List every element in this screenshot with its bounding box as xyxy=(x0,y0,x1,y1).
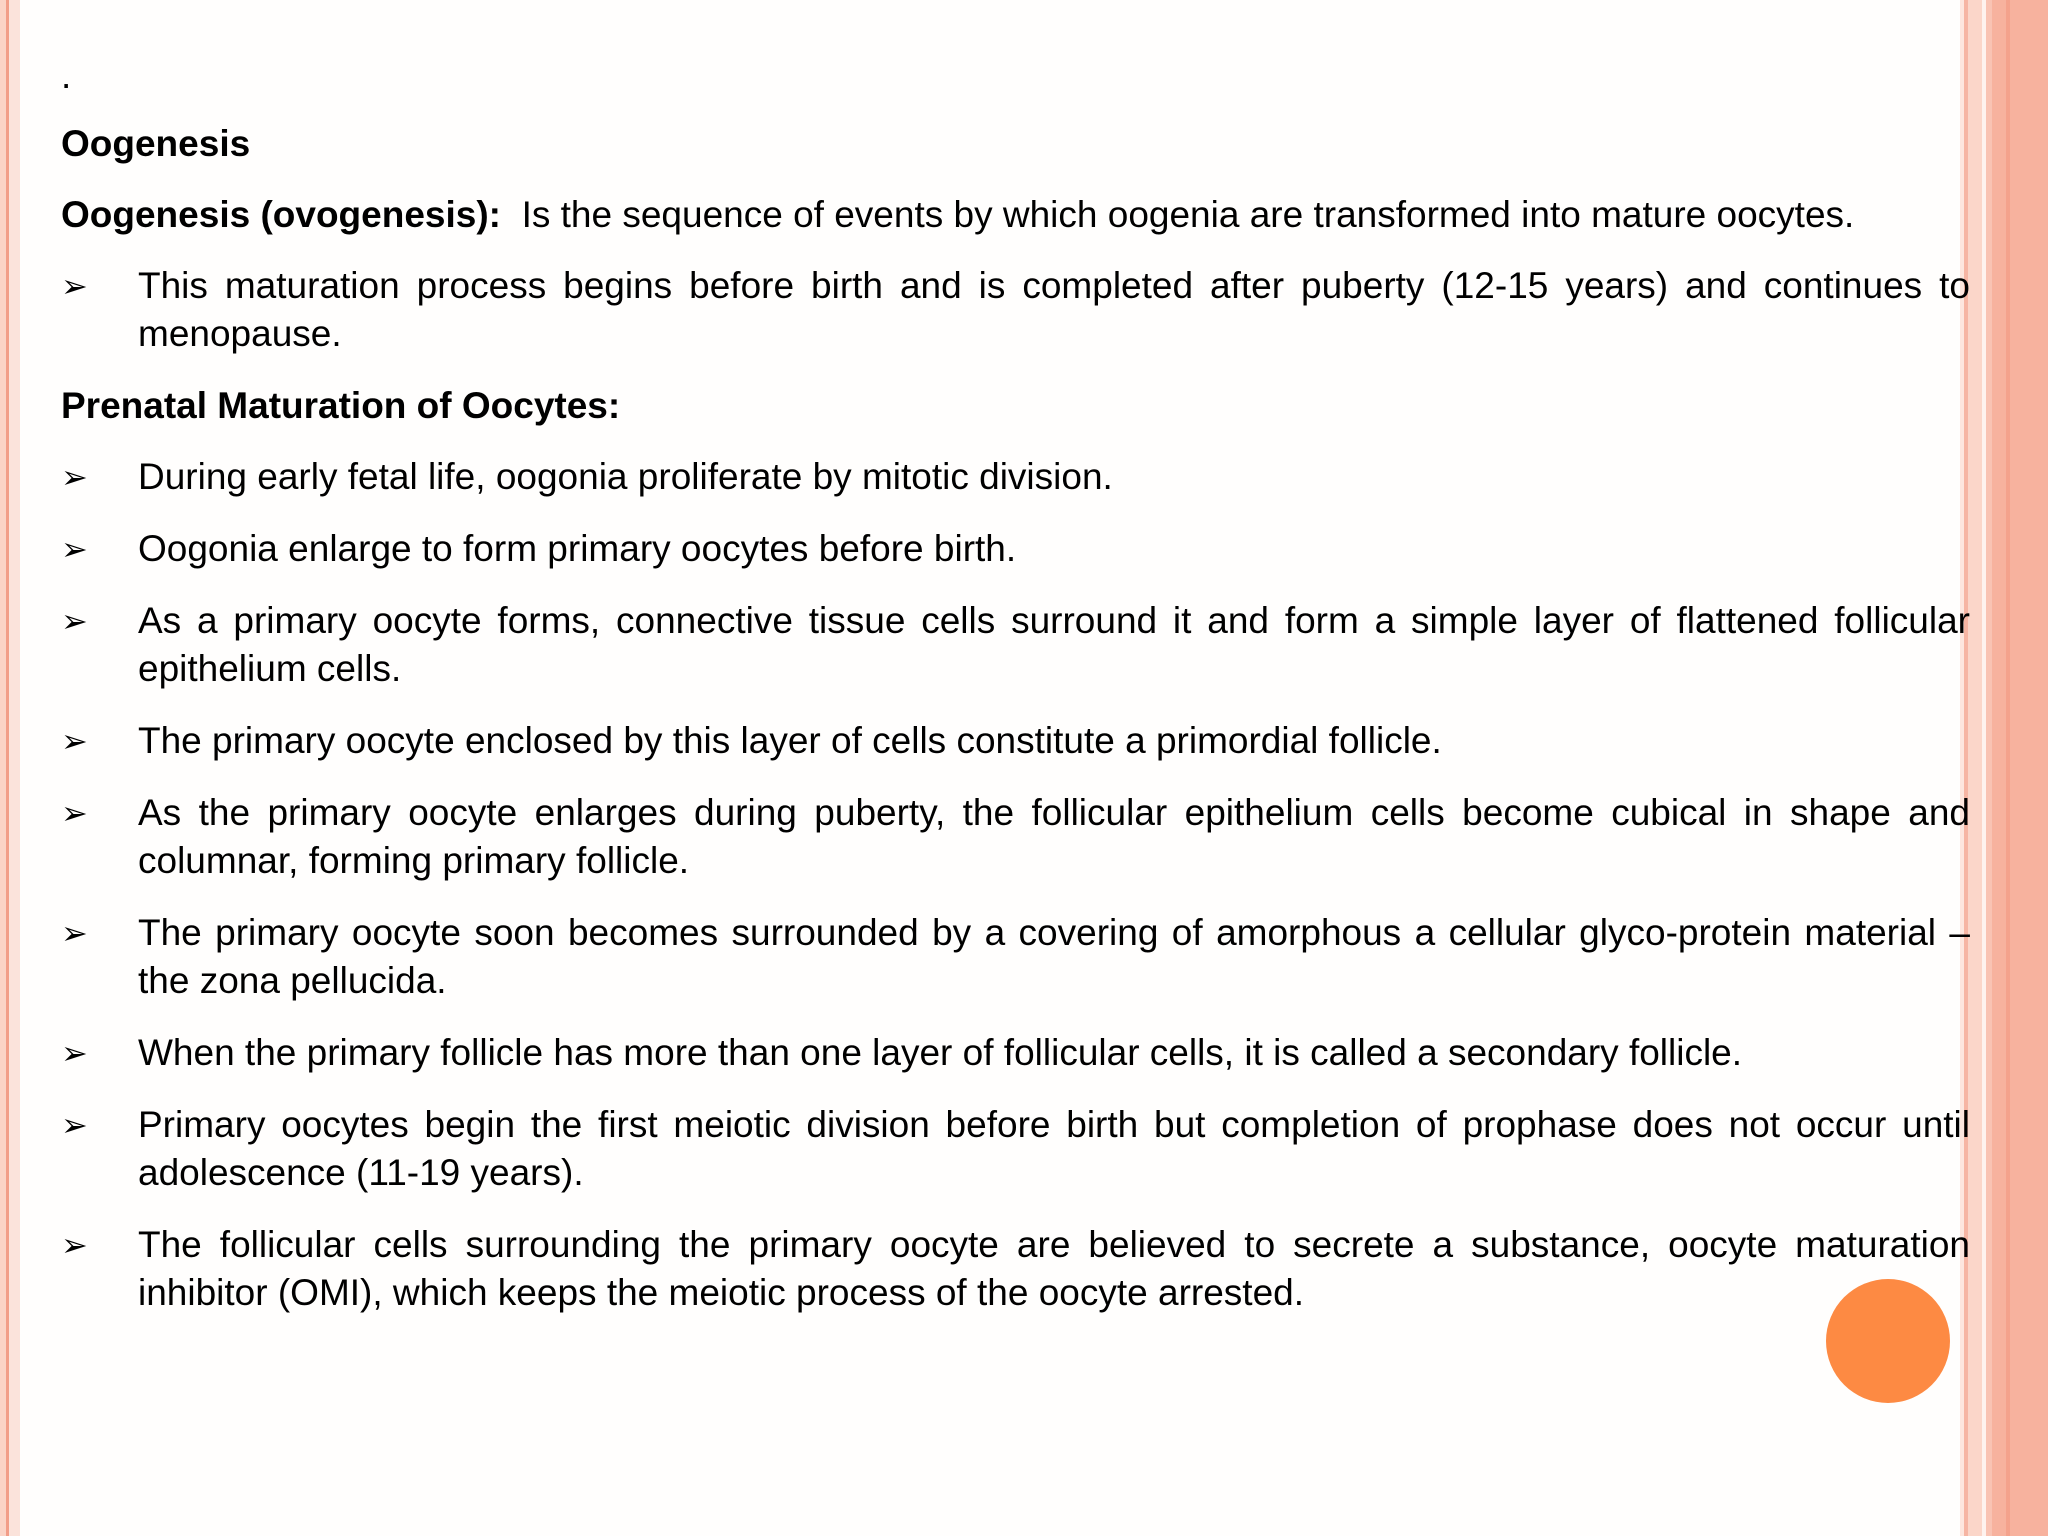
list-item xyxy=(61,1221,1970,1317)
arrow-bullet-icon: ➢ xyxy=(61,914,88,952)
arrow-bullet-icon: ➢ xyxy=(61,1034,88,1072)
bullet-text: During early fetal life, oogonia proliferate by mitotic division. xyxy=(138,456,1113,497)
bullet-text: When the primary follicle has more than one layer of follicular cells, it is called a secondary follicle. xyxy=(138,1032,1743,1073)
definition-term: Oogenesis (ovogenesis): xyxy=(61,194,501,235)
arrow-bullet-icon: ➢ xyxy=(61,267,88,305)
right-decorative-border xyxy=(1960,0,2048,1536)
arrow-bullet-icon: ➢ xyxy=(61,1226,88,1264)
bullet-text: As a primary oocyte forms, connective tissue cells surround it and form a simple layer of flattened follicular epithelium cells. xyxy=(138,600,1970,689)
list-item xyxy=(61,909,1970,1005)
stray-dot: . xyxy=(61,55,72,96)
definition-paragraph xyxy=(61,191,1970,239)
bullet-text: The primary oocyte soon becomes surrounded by a covering of amorphous a cellular glyco-protein material – the zona pellucida. xyxy=(138,912,1970,1001)
accent-circle-decoration xyxy=(1826,1279,1950,1403)
bullet-text: This maturation process begins before birth and is completed after puberty (12-15 years) and continues to menopause. xyxy=(138,265,1970,354)
arrow-bullet-icon: ➢ xyxy=(61,1106,88,1144)
list-item xyxy=(61,1029,1970,1077)
bullet-text: The follicular cells surrounding the primary oocyte are believed to secrete a substance, oocyte maturation inhibitor (OMI), which keeps the meiotic process of the oocyte arrested. xyxy=(138,1224,1970,1313)
list-item xyxy=(61,789,1970,885)
arrow-bullet-icon: ➢ xyxy=(61,722,88,760)
left-decorative-border xyxy=(0,0,20,1536)
arrow-bullet-icon: ➢ xyxy=(61,794,88,832)
bullet-text: Oogonia enlarge to form primary oocytes before birth. xyxy=(138,528,1017,569)
bullet-text: As the primary oocyte enlarges during puberty, the follicular epithelium cells become cubical in shape and columnar, forming primary follicle. xyxy=(138,792,1970,881)
slide-title: Oogenesis xyxy=(61,123,251,164)
bullet-text: Primary oocytes begin the first meiotic division before birth but completion of prophase does not occur until adolescence (11-19 years). xyxy=(138,1104,1970,1193)
arrow-bullet-icon: ➢ xyxy=(61,458,88,496)
slide-content xyxy=(61,52,1970,1341)
section-heading: Prenatal Maturation of Oocytes: xyxy=(61,385,621,426)
list-item xyxy=(61,1101,1970,1197)
list-item xyxy=(61,525,1970,573)
bullet-text: The primary oocyte enclosed by this layer of cells constitute a primordial follicle. xyxy=(138,720,1442,761)
list-item xyxy=(61,597,1970,693)
arrow-bullet-icon: ➢ xyxy=(61,530,88,568)
intro-bullet xyxy=(61,262,1970,358)
definition-text: Is the sequence of events by which oogenia are transformed into mature oocytes. xyxy=(521,194,1855,235)
arrow-bullet-icon: ➢ xyxy=(61,602,88,640)
list-item xyxy=(61,717,1970,765)
list-item xyxy=(61,453,1970,501)
